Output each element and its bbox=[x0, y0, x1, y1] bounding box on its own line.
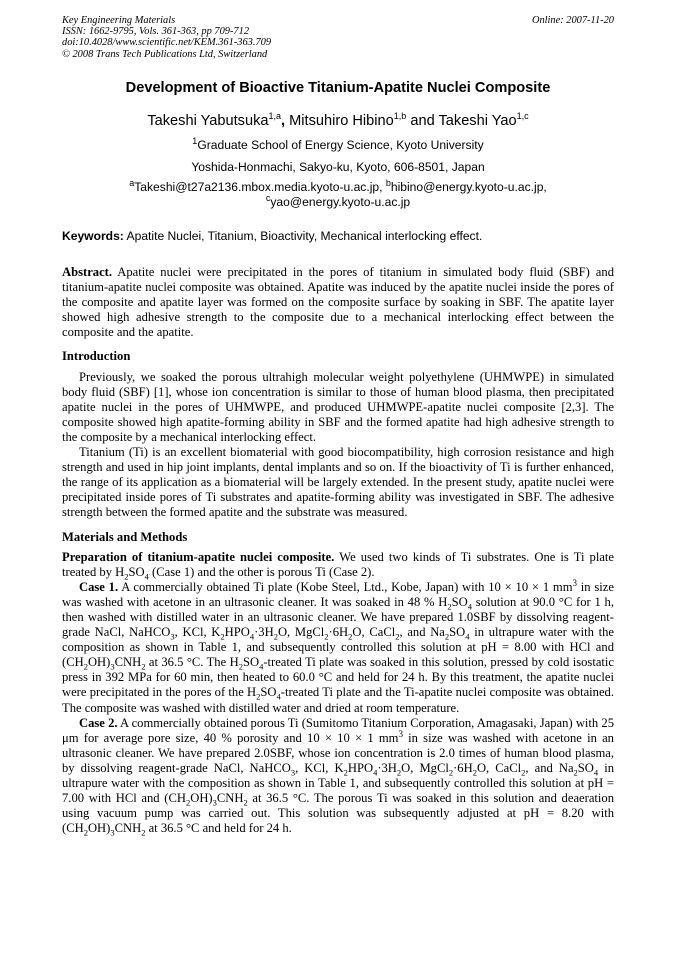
email-address: yao@energy.kyoto-u.ac.jp bbox=[270, 195, 411, 209]
text-run: HPO bbox=[347, 760, 374, 775]
text-run: at 36.5 °C. The H bbox=[145, 655, 239, 670]
case-label: Case 1. bbox=[79, 579, 119, 594]
author-superscript: 1,b bbox=[393, 111, 407, 122]
abstract bbox=[62, 265, 614, 340]
text-run: -treated Ti plate and the Ti-apatite nuclei composite was obtained. The composite was washed with distilled water and dried at room temperature. bbox=[62, 685, 614, 715]
text-run: (Case 1) and the other is porous Ti (Case 2). bbox=[148, 564, 375, 579]
superscript: 3 bbox=[398, 728, 403, 739]
methods-paragraph bbox=[62, 550, 614, 580]
text-run: CNH bbox=[114, 821, 142, 836]
subscript: 2 bbox=[220, 631, 225, 642]
text-run: , and Na bbox=[525, 760, 574, 775]
affiliation-superscript: 1 bbox=[192, 135, 198, 146]
subscript: 2 bbox=[83, 661, 88, 672]
author-superscript: 1,a bbox=[268, 111, 282, 122]
text-run: OH) bbox=[190, 791, 213, 806]
subscript: 2 bbox=[243, 797, 248, 808]
text-run: O, MgCl bbox=[277, 625, 325, 640]
text-run: SO bbox=[449, 625, 466, 640]
subscript: 2 bbox=[141, 827, 146, 838]
text-run: O, CaCl bbox=[476, 760, 522, 775]
superscript: 3 bbox=[572, 577, 577, 588]
subscript: 4 bbox=[467, 601, 472, 612]
keywords-label: Keywords: bbox=[62, 229, 124, 243]
text-run: in ultrapure water with the composition as shown in Table 1, and subsequently controlled this solution at pH = 8.00 with HCl and (CH bbox=[62, 625, 614, 670]
case1-paragraph bbox=[62, 577, 614, 716]
affiliation-line bbox=[62, 135, 614, 152]
subscript: 3 bbox=[110, 661, 115, 672]
text-run: O, MgCl bbox=[401, 760, 449, 775]
subscript: 2 bbox=[238, 661, 243, 672]
text-run: O, CaCl bbox=[352, 625, 396, 640]
subscript: 2 bbox=[447, 601, 452, 612]
text-run: HPO bbox=[224, 625, 250, 640]
text-run: SO bbox=[577, 760, 594, 775]
subscript: 3 bbox=[290, 767, 296, 778]
email-line bbox=[62, 177, 614, 194]
author-name: Takeshi Yabutsuka bbox=[147, 113, 269, 129]
text-run: A commercially obtained porous Ti (Sumitomo Titanium Corporation, Amagasaki, Japan) with 25 μm for average pore size, 40 % porosity and 10 × 10 × 1 mm bbox=[62, 715, 614, 745]
doi-line: doi:10.4028/www.scientific.net/KEM.361-363.709 bbox=[62, 37, 272, 49]
subscript: 2 bbox=[395, 631, 400, 642]
text-run: SO bbox=[451, 594, 468, 609]
paper-body bbox=[62, 265, 614, 836]
text-run: ·6H bbox=[328, 625, 349, 640]
affiliation-name: Graduate School of Energy Science, Kyoto University bbox=[197, 138, 484, 152]
text-run: -treated Ti plate was soaked in this solution, pressed by cold isostatic press in 392 MPa for 60 min, then heated to 60.0 °C and held for 24 h. By this treatment, the apatite nuclei were precipitated in the pores of the H bbox=[62, 655, 614, 700]
author-separator: , bbox=[281, 113, 290, 129]
text-run: ·6H bbox=[453, 760, 473, 775]
text-run: , and Na bbox=[399, 625, 445, 640]
text-run: OH) bbox=[87, 655, 111, 670]
author-name: Takeshi Yao bbox=[438, 113, 517, 129]
online-date: Online: 2007-11-20 bbox=[531, 15, 614, 26]
subscript: 3 bbox=[212, 797, 217, 808]
keywords-text: Apatite Nuclei, Titanium, Bioactivity, Mechanical interlocking effect. bbox=[123, 229, 483, 243]
case-label: Case 2. bbox=[79, 715, 118, 730]
subscript: 4 bbox=[373, 767, 378, 778]
text-run: in ultrapure water with the composition as shown in Table 1, and subsequently controlled this solution at pH = 7.00 with HCl and (CH bbox=[62, 760, 615, 806]
subscript: 2 bbox=[343, 767, 348, 778]
subscript: 2 bbox=[324, 631, 329, 642]
subscript: 4 bbox=[593, 767, 599, 778]
email-superscript: a bbox=[129, 177, 135, 188]
intro-paragraph: Previously, we soaked the porous ultrahigh molecular weight polyethylene (UHMWPE) in simulated body fluid (SBF) [1], whose ion concentration is similar to those of human blood plasma, then precipitated apatite nuclei in the pores of UHMWPE, and produced UHMWPE-apatite nuclei composite [2,3]. The composite showed high apatite-forming ability in SBF and the formed apatite had high adhesive strength to the composite by a mechanical interlocking effect. bbox=[62, 369, 614, 444]
text-run: SO bbox=[242, 655, 260, 670]
email-superscript: c bbox=[265, 192, 271, 203]
text-run: We used two kinds of Ti substrates. One is Ti plate treated by H bbox=[62, 549, 615, 579]
case2-paragraph bbox=[62, 716, 614, 837]
text-run: CNH bbox=[216, 791, 244, 806]
text-run: solution at 90.0 °C for 1 h, then washed with distilled water in an ultrasonic cleaner. We have prepared 1.0SBF by dissolving reagent-grade NaCl, NaHCO bbox=[62, 594, 614, 640]
subscript: 2 bbox=[141, 661, 146, 672]
email-address: hibino@energy.kyoto-u.ac.jp, bbox=[390, 180, 547, 194]
subscript: 4 bbox=[144, 571, 149, 582]
text-run: SO bbox=[260, 685, 277, 700]
subsection-label: Preparation of titanium-apatite nuclei composite. bbox=[62, 549, 335, 564]
subscript: 2 bbox=[396, 767, 402, 778]
abstract-text: Apatite nuclei were precipitated in the pores of titanium in simulated body fluid (SBF) and titanium-apatite nuclei composite was obtained. Apatite was induced by the apatite nuclei inside the pores of the composite and apatite layer was formed on the composite surface by soaking in SBF. The apatite layer showed high adhesive strength to the composite due to a mechanical interlocking effect between the composite and the apatite. bbox=[62, 265, 614, 340]
text-run: ·3H bbox=[377, 760, 397, 775]
subscript: 2 bbox=[256, 691, 261, 702]
keywords bbox=[62, 229, 614, 243]
subscript: 2 bbox=[273, 631, 278, 642]
email-line bbox=[62, 192, 614, 209]
email-address: Takeshi@t27a2136.mbox.media.kyoto-u.ac.jp, bbox=[134, 180, 386, 194]
intro-paragraph: Titanium (Ti) is an excellent biomaterial with good biocompatibility, high corrosion resistance and high strength and used in hip joint implants, dental implants and so on. If the bioactivity of Ti is further enhanced, the range of its application as a biomaterial will be largely extended. In the present study, apatite nuclei were precipitated inside pores of Ti substrates and apatite-forming ability was investigated in SBF. The adhesive strength between the formed apatite and the substrate was measured. bbox=[62, 445, 614, 520]
section-heading-introduction: Introduction bbox=[62, 349, 131, 364]
issn-line: ISSN: 1662-9795, Vols. 361-363, pp 709-712 bbox=[62, 26, 250, 38]
subscript: 2 bbox=[521, 767, 526, 778]
text-run: in size was washed with acetone in an ultrasonic cleaner. We have prepared 2.0SBF, whose ion concentration is 2.0 times of human blood plasma, by dissolving reagent-grade NaCl, NaHCO bbox=[62, 730, 614, 775]
text-run: at 36.5 °C. The porous Ti was soaked in this solution and deaeration using vacuum pump was carried out. This solution was subsequently adjusted at pH = 8.20 with (CH bbox=[62, 791, 614, 836]
subscript: 2 bbox=[185, 797, 191, 808]
copyright-line: © 2008 Trans Tech Publications Ltd, Switzerland bbox=[62, 48, 268, 60]
text-run: ·3H bbox=[254, 625, 274, 640]
text-run: at 36.5 °C and held for 24 h. bbox=[145, 821, 292, 836]
affiliation-address: Yoshida-Honmachi, Sakyo-ku, Kyoto, 606-8501, Japan bbox=[191, 160, 485, 174]
author-superscript: 1,c bbox=[516, 111, 529, 122]
abstract-label: Abstract. bbox=[62, 265, 113, 279]
subscript: 3 bbox=[170, 631, 175, 642]
subscript: 4 bbox=[465, 631, 470, 642]
subscript: 2 bbox=[124, 571, 129, 582]
email-superscript: b bbox=[385, 177, 391, 188]
subscript: 4 bbox=[259, 661, 264, 672]
text-run: in size was washed with acetone in an ultrasonic cleaner. It was soaked in 48 % H bbox=[62, 579, 614, 609]
text-run: A commercially obtained Ti plate (Kobe Steel, Ltd., Kobe, Japan) with 10 × 10 × 1 mm bbox=[118, 579, 573, 594]
subscript: 2 bbox=[348, 631, 353, 642]
section-heading-methods: Materials and Methods bbox=[62, 529, 188, 544]
text-run: CNH bbox=[114, 655, 142, 670]
subscript: 4 bbox=[249, 631, 255, 642]
text-run: SO bbox=[128, 564, 145, 579]
subscript: 4 bbox=[276, 691, 281, 702]
paper-title: Development of Bioactive Titanium-Apatite Nuclei Composite bbox=[125, 80, 551, 96]
text-run: , KCl, K bbox=[295, 760, 344, 775]
text-run: , KCl, K bbox=[174, 625, 221, 640]
subscript: 2 bbox=[444, 631, 450, 642]
text-run: OH) bbox=[87, 821, 111, 836]
author-list bbox=[62, 113, 614, 129]
subscript: 2 bbox=[472, 767, 477, 778]
subscript: 2 bbox=[573, 767, 578, 778]
subscript: 2 bbox=[83, 827, 88, 838]
subscript: 3 bbox=[110, 827, 115, 838]
journal-name: Key Engineering Materials bbox=[62, 15, 176, 26]
author-name: Mitsuhiro Hibino bbox=[289, 113, 394, 129]
author-separator: and bbox=[406, 113, 439, 129]
subscript: 2 bbox=[448, 767, 454, 778]
journal-header bbox=[62, 15, 614, 60]
